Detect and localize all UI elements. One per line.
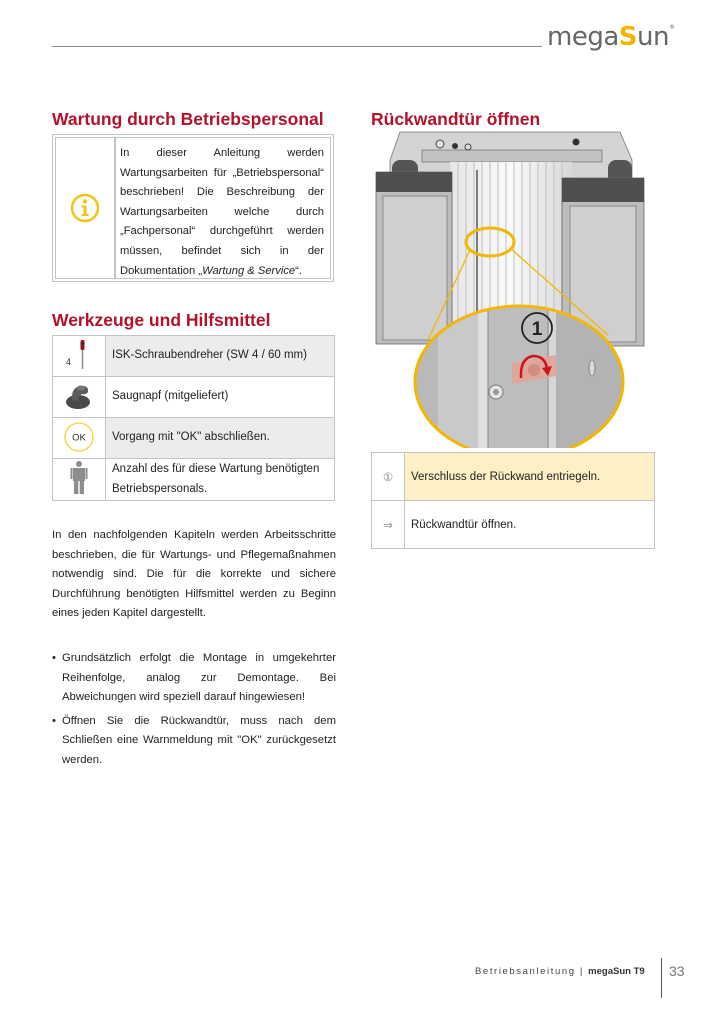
info-icon-cell [56, 138, 116, 278]
step-row [372, 453, 655, 501]
bullet-icon: • [52, 714, 56, 727]
step-text: Rückwandtür öffnen. [405, 501, 655, 549]
footer-divider [661, 958, 662, 998]
footer-product: megaSun T9 [588, 966, 645, 977]
section-title-tools: Werkzeuge und Hilfsmittel [52, 310, 271, 330]
list-item [52, 712, 336, 771]
left-door-panel [376, 172, 452, 344]
suction-cup-icon [62, 380, 96, 412]
logo-registered-mark: ® [668, 24, 675, 31]
info-text-part: In dieser Anleitung werden Wartungsarbeiten für „Betriebspersonal“ beschrieben! Die Beschreibung der Wartungsarbeiten welche durch „Fachpersonal“ durchgeführt werden müssen, befindet sich in der Dokumentation „ [120, 147, 324, 277]
document-reference: Wartung & Service [202, 264, 296, 277]
notes-list [52, 649, 336, 775]
tool-icon-cell [53, 418, 106, 459]
step-row [372, 501, 655, 549]
tools-table [52, 335, 335, 501]
tool-row [53, 418, 335, 459]
intro-paragraph: In den nachfolgenden Kapiteln werden Arbeitsschritte beschrieben, die für Wartungs- und Pflegemaßnahmen notwendig sind. Die für die korrekte und sichere Durchführung benötigten Hilfsmittel werden zu Beginn eines jeden Kapitel dargestellt. [52, 529, 336, 620]
footer-separator: | [575, 966, 589, 977]
tool-icon-cell [53, 459, 106, 501]
megasun-logo [547, 22, 674, 52]
tool-icon-cell [53, 336, 106, 377]
backdoor-illustration [370, 130, 658, 448]
list-item [52, 649, 336, 708]
callout-number: 1 [531, 319, 543, 340]
ok-badge-icon [62, 420, 96, 454]
header-rule [52, 46, 542, 47]
info-text-end: “. [295, 264, 302, 277]
section-title-backdoor: Rückwandtür öffnen [371, 109, 541, 129]
person-icon [69, 460, 89, 496]
logo-text-suffix: un [637, 22, 669, 52]
footer-doc-label: Betriebsanleitung [475, 966, 576, 977]
tool-row [53, 377, 335, 418]
screwdriver-size-label: 4 [66, 356, 72, 367]
ok-label: OK [72, 432, 86, 443]
step-text: Verschluss der Rückwand entriegeln. [405, 453, 655, 501]
info-icon [70, 193, 100, 223]
page-number: 33 [669, 963, 685, 979]
tool-text: Anzahl des für diese Wartung benötigten Betriebspersonals. [106, 459, 335, 501]
tool-icon-cell [53, 377, 106, 418]
info-box [52, 134, 334, 282]
tool-row [53, 336, 335, 377]
list-item-text: Öffnen Sie die Rückwandtür, muss nach dem Schließen eine Warnmeldung mit "OK" zurückgesetzt werden. [62, 714, 336, 766]
tool-text: ISK-Schraubendreher (SW 4 / 60 mm) [106, 336, 335, 377]
info-text [116, 138, 330, 278]
logo-text-prefix: mega [547, 22, 619, 52]
logo-text-s: S [618, 22, 637, 52]
steps-table [371, 452, 655, 549]
screwdriver-icon [62, 338, 96, 372]
section-title-maintenance: Wartung durch Betriebspersonal [52, 109, 324, 129]
bullet-icon: • [52, 652, 56, 664]
tool-row [53, 459, 335, 501]
footer-label [475, 966, 645, 977]
list-item-text: Grundsätzlich erfolgt die Montage in umgekehrter Reihenfolge, analog zur Demontage. Bei Abweichungen wird speziell darauf hingewiesen! [62, 652, 336, 704]
step-number-icon: ① [372, 453, 405, 501]
tool-text: Saugnapf (mitgeliefert) [106, 377, 335, 418]
arrow-right-icon: ⇒ [372, 501, 405, 549]
tool-text: Vorgang mit "OK" abschließen. [106, 418, 335, 459]
